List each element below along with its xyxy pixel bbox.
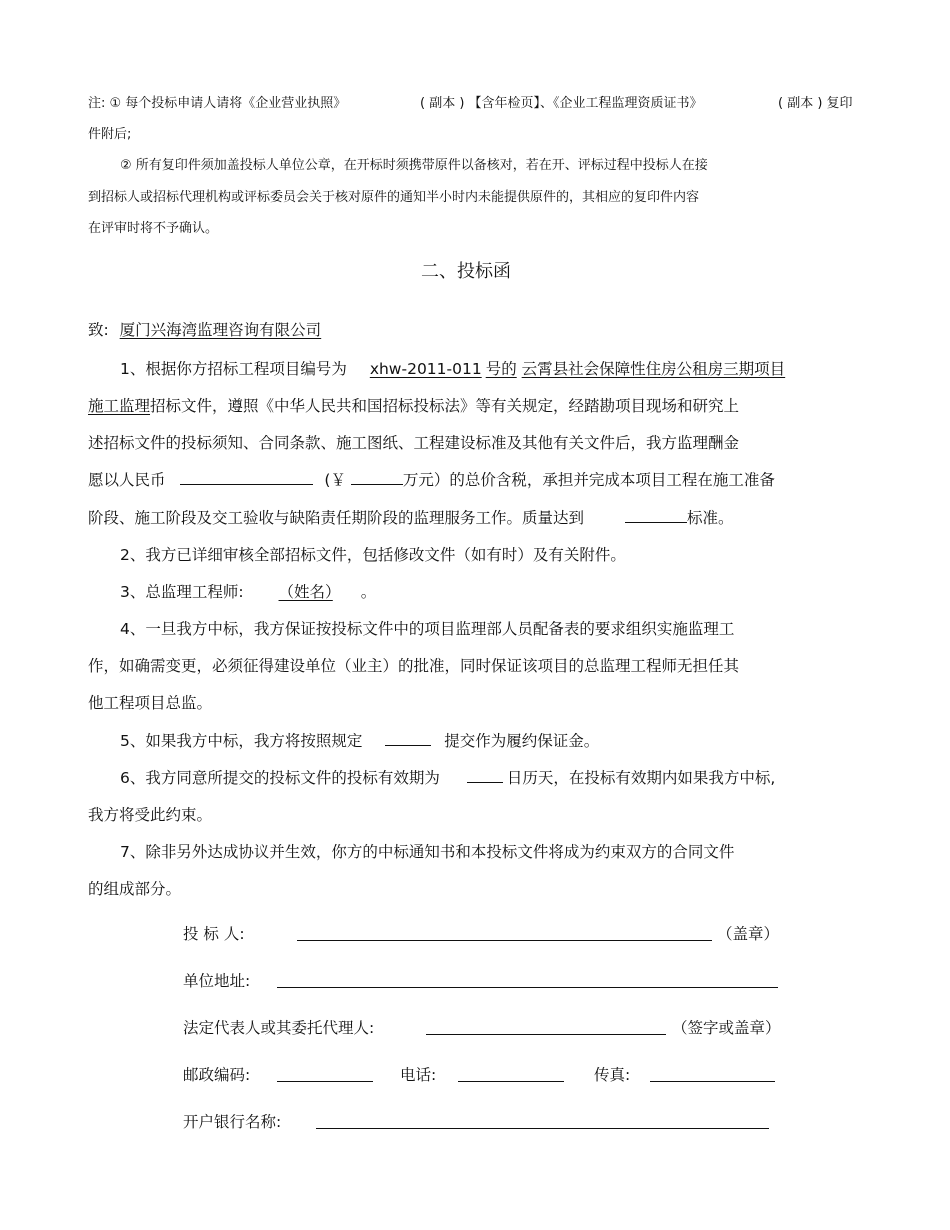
note-1-line-2: 件附后; bbox=[88, 127, 132, 142]
address-label: 单位地址: bbox=[183, 972, 251, 990]
p1-line-4 bbox=[88, 468, 775, 490]
p6-text-b: 日历天，在投标有效期内如果我方中标, bbox=[506, 769, 776, 787]
p5 bbox=[120, 729, 599, 751]
note-2-line-1: ② 所有复印件须加盖投标人单位公章，在开标时须携带原件以备核对，若在开、评标过程中投标人在接 bbox=[120, 158, 708, 173]
p3 bbox=[120, 580, 376, 602]
project-number: xhw-2011-011 bbox=[369, 360, 482, 378]
p7-line-2: 的组成部分。 bbox=[88, 880, 182, 898]
addressee-name: 厦门兴海湾监理咨询有限公司 bbox=[119, 321, 322, 339]
postcode-label: 邮政编码: bbox=[183, 1066, 251, 1084]
representative-note: （签字或盖章） bbox=[672, 1019, 781, 1037]
p4-line-2: 作，如确需变更，必须征得建设单位（业主）的批准，同时保证该项目的总监理工程师无担任其 bbox=[88, 657, 740, 675]
phone-label: 电话: bbox=[400, 1066, 437, 1084]
p5-text-a: 5、如果我方中标，我方将按照规定 bbox=[120, 732, 363, 750]
representative-label: 法定代表人或其委托代理人: bbox=[183, 1019, 375, 1037]
p1-text-a: 1、根据你方招标工程项目编号为 bbox=[120, 360, 347, 378]
p1-line4-a: 愿以人民币 bbox=[88, 471, 166, 489]
p1-line-3: 述招标文件的投标须知、合同条款、施工图纸、工程建设标准及其他有关文件后，我方监理酬金 bbox=[88, 434, 740, 452]
fax-line bbox=[650, 1081, 775, 1082]
note-2-line-2: 到招标人或招标代理机构或评标委员会关于核对原件的通知半小时内未能提供原件的，其相应的复印件内容 bbox=[88, 190, 700, 205]
performance-bond-blank bbox=[385, 731, 431, 746]
p1-line4-b: (￥ bbox=[324, 471, 346, 489]
chief-engineer-name: （姓名） bbox=[278, 583, 333, 601]
validity-days-blank bbox=[467, 768, 503, 783]
phone-line bbox=[458, 1081, 564, 1082]
note-1-line-1c: ( 副本 ) 复印 bbox=[778, 96, 853, 111]
bidder-seal-note: （盖章） bbox=[717, 925, 780, 943]
p1-line5-b: 标准。 bbox=[686, 509, 734, 527]
address-line bbox=[277, 987, 778, 988]
note-1-line-1b: ( 副本 ) 【含年检页】、《企业工程监理资质证书》 bbox=[420, 96, 703, 111]
representative-line bbox=[426, 1034, 666, 1035]
postcode-line bbox=[277, 1081, 373, 1082]
p2: 2、我方已详细审核全部招标文件，包括修改文件（如有时）及有关附件。 bbox=[120, 546, 626, 564]
quality-blank bbox=[625, 508, 687, 523]
p4-line-1: 4、一旦我方中标，我方保证按投标文件中的项目监理部人员配备表的要求组织实施监理工 bbox=[120, 620, 735, 638]
p4-line-3: 他工程项目总监。 bbox=[88, 694, 213, 712]
p1-line-2 bbox=[88, 394, 739, 416]
p1-line5-a: 阶段、施工阶段及交工验收与缺陷责任期阶段的监理服务工作。质量达到 bbox=[88, 509, 585, 527]
project-name: 云霄县社会保障性住房公租房三期项目 bbox=[521, 360, 786, 378]
page-title: 二、投标函 bbox=[421, 261, 511, 282]
bank-line bbox=[316, 1128, 769, 1129]
addressee-line bbox=[88, 318, 339, 340]
price-wan-blank bbox=[351, 470, 403, 485]
p3-text-b: 。 bbox=[360, 583, 377, 601]
price-rmb-blank bbox=[180, 470, 313, 485]
p1-line-5 bbox=[88, 506, 733, 528]
fax-label: 传真: bbox=[594, 1066, 631, 1084]
p5-text-b: 提交作为履约保证金。 bbox=[444, 732, 600, 750]
note-2-line-3: 在评审时将不予确认。 bbox=[88, 221, 219, 236]
p1-line4-c: 万元）的总价含税，承担并完成本项目工程在施工准备 bbox=[402, 471, 775, 489]
addressee-prefix: 致: bbox=[88, 321, 109, 339]
bidder-line bbox=[297, 940, 712, 941]
p1-text-c: 招标文件，遵照《中华人民共和国招标投标法》等有关规定，经踏勘项目现场和研究上 bbox=[150, 397, 740, 415]
p1-text-b: 号的 bbox=[485, 360, 517, 378]
note-1-line-1a: 注: ① 每个投标申请人请将《企业营业执照》 bbox=[88, 96, 347, 111]
bidder-label: 投 标 人: bbox=[183, 925, 245, 943]
p6-text-a: 6、我方同意所提交的投标文件的投标有效期为 bbox=[120, 769, 440, 787]
p7-line-1: 7、除非另外达成协议并生效，你方的中标通知书和本投标文件将成为约束双方的合同文件 bbox=[120, 843, 735, 861]
p3-text-a: 3、总监理工程师: bbox=[120, 583, 244, 601]
p6-line-2: 我方将受此约束。 bbox=[88, 806, 213, 824]
project-scope: 施工监理 bbox=[88, 397, 151, 415]
p1-line-1 bbox=[120, 357, 809, 379]
bank-label: 开户银行名称: bbox=[183, 1113, 282, 1131]
p6-line-1 bbox=[120, 766, 775, 788]
